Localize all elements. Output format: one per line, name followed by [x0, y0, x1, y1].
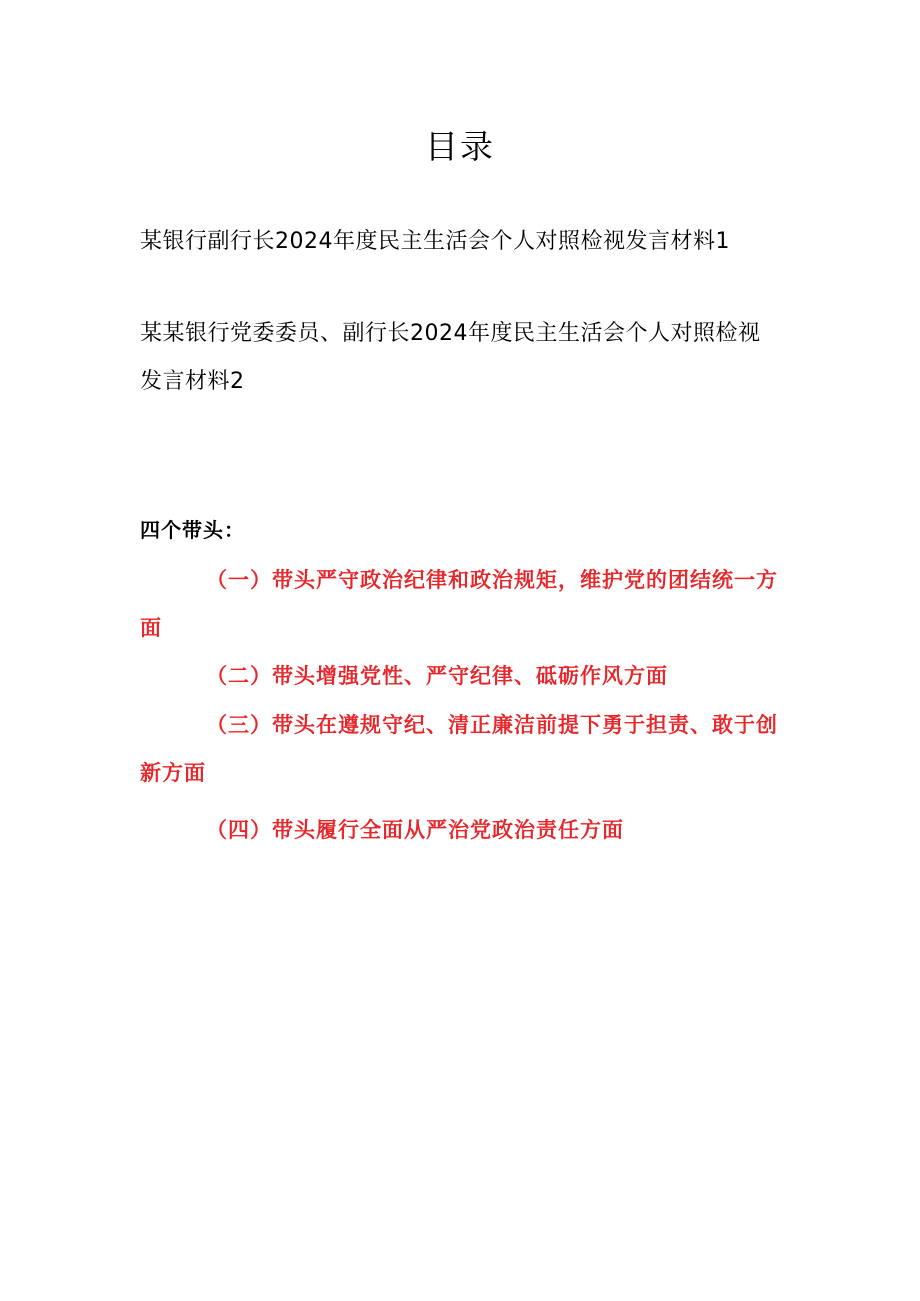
toc-entry-2: 某某银行党委委员、副行长2024年度民主生活会个人对照检视发言材料2	[140, 321, 761, 394]
section-heading: 四个带头：	[140, 518, 245, 542]
list-item-2: （二）带头增强党性、严守纪律、砥砺作风方面	[206, 664, 668, 688]
list-item-1: （一）带头严守政治纪律和政治规矩，维护党的团结统一方面	[140, 568, 778, 640]
list-item-3: （三）带头在遵规守纪、清正廉洁前提下勇于担责、敢于创新方面	[140, 713, 778, 785]
list-item-4: （四）带头履行全面从严治党政治责任方面	[206, 818, 624, 842]
toc-entry-1: 某银行副行长2024年度民主生活会个人对照检视发言材料1	[140, 229, 730, 254]
page-title: 目录	[425, 127, 495, 166]
